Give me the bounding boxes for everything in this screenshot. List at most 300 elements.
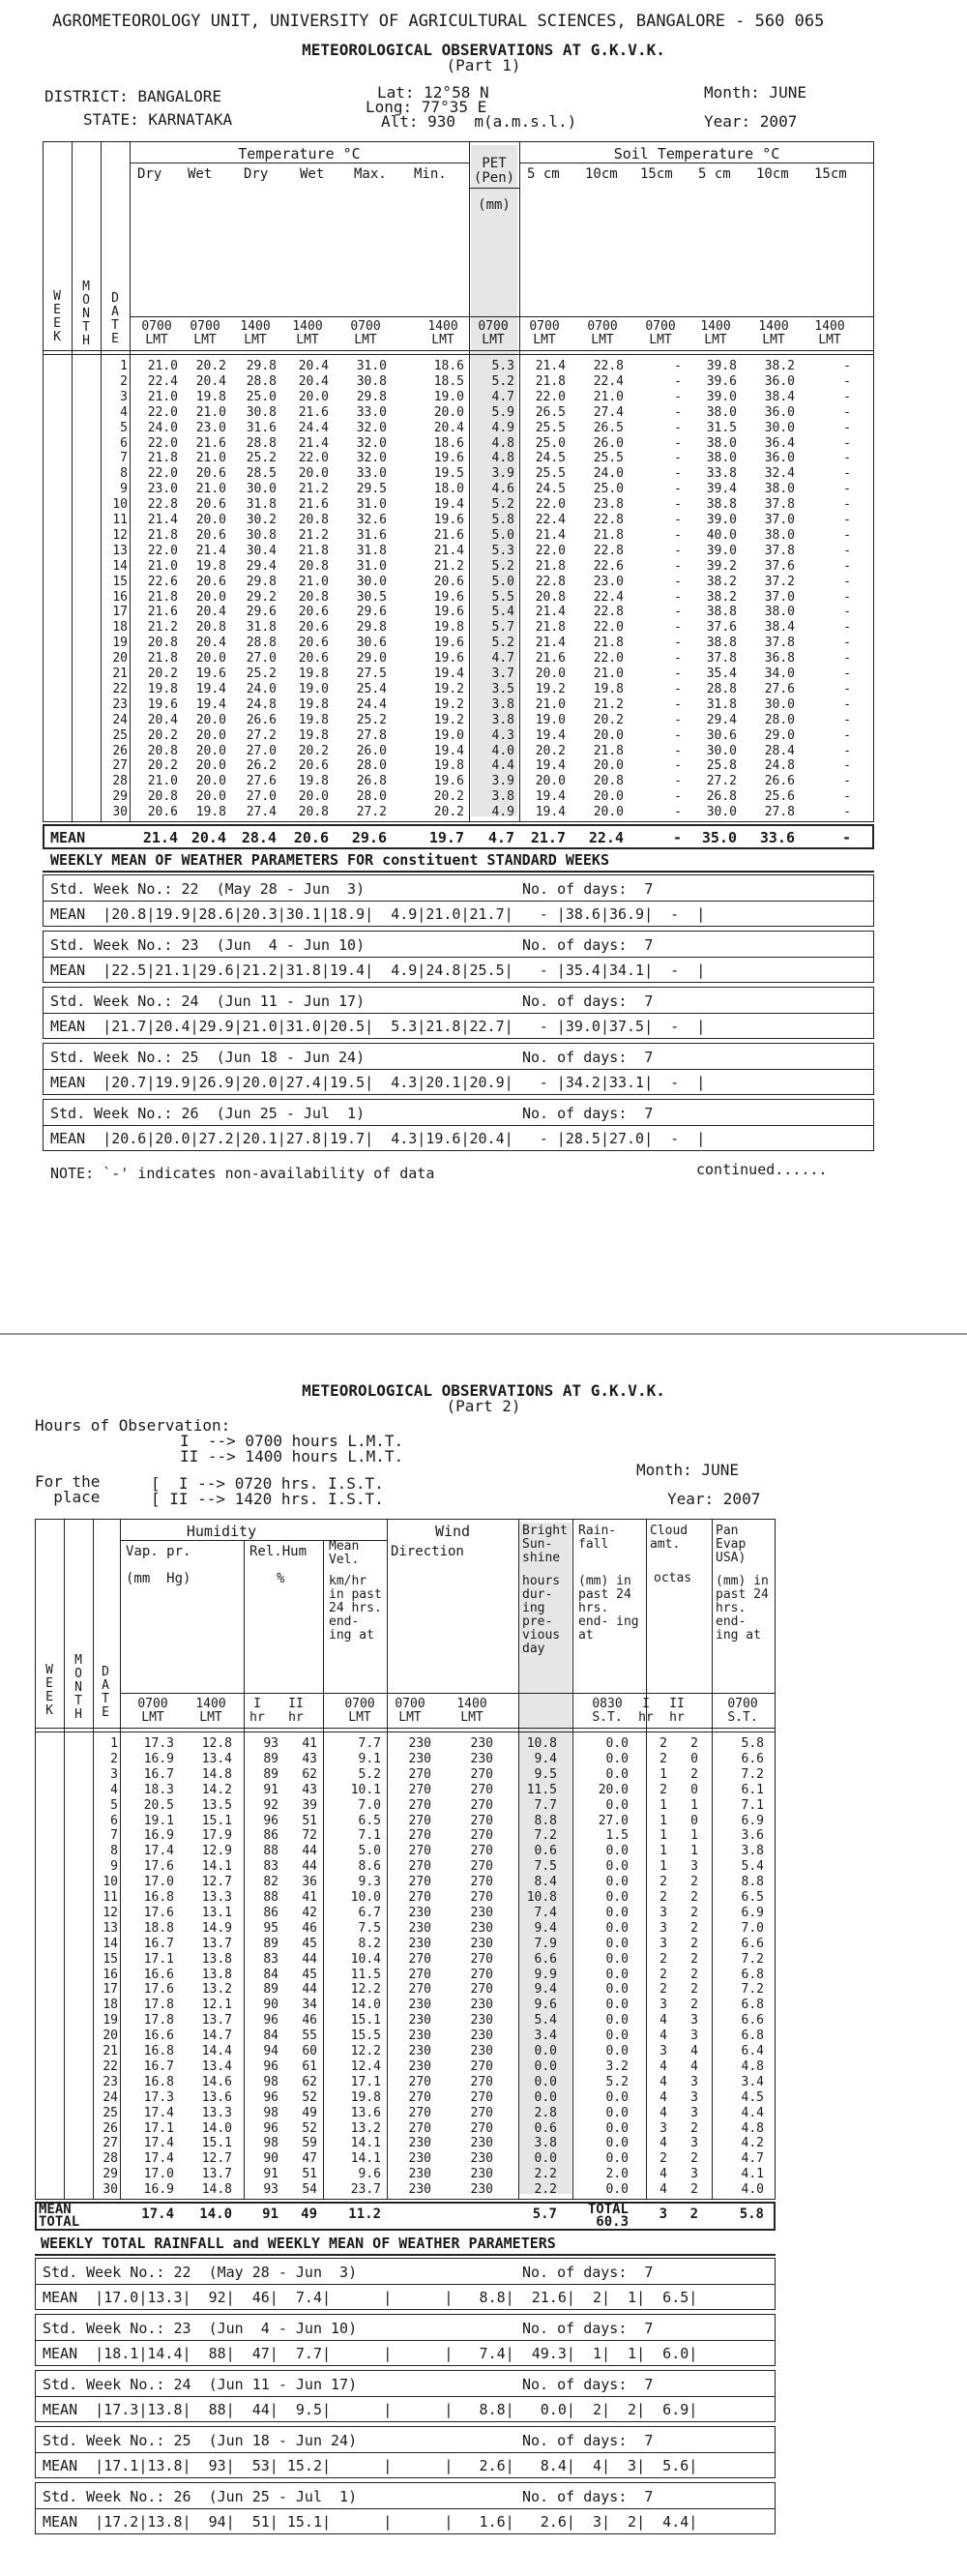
cell-sunshine: 9.4: [534, 1982, 557, 1998]
cell-dir-ii: 270: [470, 1890, 493, 1905]
time-header-soil15-0700: 0700: [645, 319, 676, 334]
cell-wet-0700: 19.4: [195, 696, 226, 712]
part2-title: METEOROLOGICAL OBSERVATIONS AT G.K.V.K.: [302, 1381, 665, 1400]
cell-sunshine: 9.5: [534, 1766, 557, 1782]
cell-soil10-0700: 24.0: [593, 466, 624, 482]
cell-date: 1: [120, 359, 128, 373]
cell-pan-evap: 6.4: [741, 2044, 764, 2058]
cell-pet: 4.6: [491, 482, 514, 497]
cell-dir-i: 230: [408, 2167, 431, 2182]
unit-header-rh-ii: hr: [288, 1710, 304, 1725]
cell-dry-0700: 20.8: [147, 743, 178, 758]
week-divider: [43, 1069, 874, 1070]
district-label: DISTRICT: BANGALORE: [44, 87, 222, 105]
cell-soil10-0700: 25.0: [593, 482, 624, 497]
cell-min: 19.0: [433, 727, 464, 743]
cell-wet-1400: 20.0: [298, 466, 329, 482]
cell-sunshine: 6.6: [534, 1951, 557, 1967]
cell-sunshine: 0.0: [534, 2089, 557, 2105]
cell-pet: 5.2: [491, 558, 514, 574]
cell-sunshine: 3.4: [534, 2028, 557, 2044]
cell-dry-0700: 21.0: [147, 774, 178, 789]
cell-date: 20: [112, 651, 128, 666]
table-row: [0, 790, 967, 803]
cell-date: 12: [112, 527, 128, 543]
cell-cloud-i: 1: [659, 1859, 667, 1875]
cell-cloud-ii: 2: [690, 1875, 698, 1890]
cell-min: 19.8: [433, 758, 464, 774]
cell-rh-i: 96: [263, 2013, 278, 2028]
cell-rh-ii: 45: [302, 1967, 317, 1982]
cell-max: 27.8: [356, 727, 387, 743]
cell-soil15-0700: -: [674, 605, 682, 620]
cell-vap-i: 17.4: [143, 1844, 174, 1859]
cell-date: 24: [103, 2089, 118, 2105]
cell-cloud-i: 2: [659, 2151, 667, 2167]
cell-vap-ii: 13.8: [201, 1951, 232, 1967]
lmt-header-soil10-0700: LMT: [591, 333, 614, 347]
cell-sunshine: 7.5: [534, 1859, 557, 1875]
cell-date: 8: [120, 466, 128, 482]
cell-date: 26: [112, 743, 128, 758]
mean-dry-1400: 28.4: [241, 829, 277, 846]
cell-soil5-0700: 19.4: [535, 805, 566, 820]
cell-dry-1400: 27.2: [246, 727, 277, 743]
cell-soil10-1400: 34.0: [764, 666, 795, 681]
cell-pet: 5.5: [491, 589, 514, 605]
cell-dir-i: 270: [408, 1967, 431, 1982]
cell-cloud-ii: 1: [690, 1797, 698, 1813]
cell-vap-ii: 15.1: [201, 1813, 232, 1828]
cell-date: 13: [112, 543, 128, 558]
mean-max: 29.6: [351, 829, 387, 846]
cell-sunshine: 8.4: [534, 1875, 557, 1890]
cell-dir-ii: 270: [470, 1766, 493, 1782]
cell-soil10-0700: 22.4: [593, 589, 624, 605]
cell-rh-i: 91: [263, 2167, 278, 2182]
cell-date: 9: [120, 482, 128, 497]
cell-soil10-0700: 22.0: [593, 620, 624, 636]
part2-year: Year: 2007: [667, 1490, 761, 1508]
cell-soil15-1400: -: [843, 666, 851, 681]
cell-date: 21: [103, 2044, 118, 2058]
cell-pan-evap: 4.4: [741, 2105, 764, 2120]
cell-wind-vel: 7.0: [358, 1797, 381, 1813]
cell-wet-1400: 21.0: [298, 574, 329, 589]
cell-rainfall: 0.0: [605, 1797, 629, 1813]
cell-dry-1400: 31.8: [246, 497, 277, 513]
part2-time-header-row: [0, 1697, 967, 1726]
cell-wet-1400: 20.4: [298, 359, 329, 373]
cell-rh-i: 96: [263, 2089, 278, 2105]
cell-rh-i: 90: [263, 1998, 278, 2013]
cell-soil10-0700: 20.0: [593, 789, 624, 805]
cell-dir-i: 230: [408, 1736, 431, 1751]
cell-rh-ii: 46: [302, 2013, 317, 2028]
pan-evaporation-header: Pan Evap USA): [716, 1524, 747, 1565]
cell-soil15-0700: -: [674, 466, 682, 482]
cell-vap-ii: 12.8: [201, 1736, 232, 1751]
lmt-header-soil15-0700: LMT: [649, 333, 672, 347]
cell-rh-ii: 44: [302, 1844, 317, 1859]
cell-dir-ii: 230: [470, 2013, 493, 2028]
cell-vap-ii: 13.7: [201, 2167, 232, 2182]
cell-rainfall: 0.0: [605, 1751, 629, 1766]
time-header-rh-ii: II: [288, 1697, 304, 1711]
table-row: [0, 2152, 967, 2165]
cell-dry-0700: 21.8: [147, 651, 178, 666]
cell-soil15-0700: -: [674, 789, 682, 805]
cell-soil10-1400: 36.4: [764, 435, 795, 451]
cell-dry-1400: 25.0: [246, 389, 277, 404]
cell-soil15-0700: -: [674, 527, 682, 543]
cell-wet-0700: 20.6: [195, 497, 226, 513]
cell-soil5-1400: 33.8: [706, 466, 737, 482]
table-row: [0, 529, 967, 542]
cell-dir-ii: 230: [470, 1936, 493, 1951]
cell-rainfall: 0.0: [605, 2044, 629, 2058]
cell-wet-0700: 21.0: [195, 404, 226, 420]
cell-soil10-1400: 25.6: [764, 789, 795, 805]
bright-sunshine-header: Bright Sun- shine: [522, 1524, 568, 1565]
time-header-dir-i: 0700: [395, 1697, 425, 1711]
cell-date: 17: [112, 605, 128, 620]
cell-rh-i: 88: [263, 1844, 278, 1859]
cell-dir-i: 270: [408, 1859, 431, 1875]
cell-dry-0700: 21.0: [147, 558, 178, 574]
cell-pan-evap: 3.8: [741, 1844, 764, 1859]
cell-soil15-1400: -: [843, 359, 851, 373]
cell-rh-ii: 34: [302, 1998, 317, 2013]
lmt-header-soil15-1400: LMT: [818, 333, 841, 347]
cell-pet: 3.8: [491, 789, 514, 805]
table-row: [0, 2168, 967, 2180]
vapour-pressure-unit: (mm Hg): [126, 1571, 191, 1586]
cell-dry-0700: 21.4: [147, 513, 178, 527]
cell-soil15-0700: -: [674, 558, 682, 574]
cell-wet-1400: 19.8: [298, 727, 329, 743]
cell-cloud-i: 3: [659, 2120, 667, 2136]
cell-min: 19.6: [433, 513, 464, 527]
cell-date: 27: [112, 758, 128, 774]
cell-soil15-0700: -: [674, 651, 682, 666]
cell-cloud-i: 1: [659, 1766, 667, 1782]
cell-rh-ii: 47: [302, 2151, 317, 2167]
cell-vap-ii: 13.6: [201, 2089, 232, 2105]
cell-rainfall: 0.0: [605, 2105, 629, 2120]
cell-date: 18: [112, 620, 128, 636]
cell-pan-evap: 7.1: [741, 1797, 764, 1813]
cell-vap-ii: 13.8: [201, 1967, 232, 1982]
cell-dry-0700: 21.0: [147, 359, 178, 373]
cell-dir-i: 270: [408, 1982, 431, 1998]
cell-sunshine: 2.2: [534, 2182, 557, 2198]
cell-cloud-ii: 3: [690, 2105, 698, 2120]
cell-soil10-0700: 21.8: [593, 636, 624, 651]
cell-vap-i: 16.7: [143, 2058, 174, 2074]
cell-date: 17: [103, 1982, 118, 1998]
cell-dry-1400: 29.8: [246, 574, 277, 589]
cell-rainfall: 0.0: [605, 2028, 629, 2044]
cell-vap-i: 16.8: [143, 2074, 174, 2089]
cell-max: 25.4: [356, 681, 387, 696]
cell-soil5-1400: 39.6: [706, 373, 737, 389]
cell-soil5-1400: 39.2: [706, 558, 737, 574]
week-label: Std. Week No.: 22 (May 28 - Jun 3): [50, 880, 366, 898]
cell-wind-vel: 10.4: [350, 1951, 381, 1967]
cell-vap-i: 16.7: [143, 1936, 174, 1951]
cell-soil5-1400: 31.8: [706, 696, 737, 712]
cell-vap-ii: 13.4: [201, 2058, 232, 2074]
cell-dir-i: 230: [408, 2182, 431, 2198]
cell-rainfall: 0.0: [605, 1982, 629, 1998]
cell-vap-i: 17.8: [143, 1998, 174, 2013]
cell-max: 30.5: [356, 589, 387, 605]
table-row: [0, 1815, 967, 1827]
cell-soil10-1400: 37.2: [764, 574, 795, 589]
cell-rh-i: 83: [263, 1951, 278, 1967]
cell-soil5-0700: 21.8: [535, 373, 566, 389]
cell-max: 27.5: [356, 666, 387, 681]
cell-dir-ii: 230: [470, 2151, 493, 2167]
week-mean-row: MEAN |17.3|13.8| 88| 44| 9.5| | | 8.8| 0.0| 2| 2| 6.9|: [43, 2401, 698, 2418]
part2-subtitle: (Part 2): [446, 1397, 521, 1415]
cell-dry-1400: 30.8: [246, 404, 277, 420]
cell-cloud-ii: 0: [690, 1751, 698, 1766]
cell-rh-i: 89: [263, 1751, 278, 1766]
cell-rh-i: 92: [263, 1797, 278, 1813]
cell-rh-i: 83: [263, 1859, 278, 1875]
cell-cloud-ii: 0: [690, 1782, 698, 1797]
week-days: No. of days: 7: [522, 992, 654, 1010]
cell-dir-ii: 270: [470, 2089, 493, 2105]
cell-rh-i: 89: [263, 1766, 278, 1782]
cell-max: 32.0: [356, 451, 387, 466]
cell-vap-ii: 14.1: [201, 1859, 232, 1875]
cell-vap-ii: 13.3: [201, 1890, 232, 1905]
cell-cloud-i: 1: [659, 1844, 667, 1859]
cell-vap-i: 17.3: [143, 1736, 174, 1751]
table-row: [0, 2122, 967, 2135]
cell-soil15-0700: -: [674, 620, 682, 636]
cell-soil10-1400: 32.4: [764, 466, 795, 482]
cell-rh-i: 84: [263, 2028, 278, 2044]
table-row: [0, 2045, 967, 2058]
part2-weekly-title: WEEKLY TOTAL RAINFALL and WEEKLY MEAN OF WEATHER PARAMETERS: [41, 2235, 556, 2252]
mean-soil15-1400: -: [841, 829, 851, 846]
cell-cloud-i: 4: [659, 2182, 667, 2198]
cell-date: 23: [103, 2074, 118, 2089]
state-label: STATE: KARNATAKA: [83, 110, 233, 129]
cell-dir-i: 270: [408, 2089, 431, 2105]
cell-soil5-0700: 21.4: [535, 359, 566, 373]
cell-max: 29.0: [356, 651, 387, 666]
cell-pet: 5.8: [491, 513, 514, 527]
cell-min: 18.6: [433, 435, 464, 451]
part2-page: [0, 1333, 967, 2576]
cell-soil15-0700: -: [674, 373, 682, 389]
cell-dry-1400: 27.0: [246, 743, 277, 758]
week-mean-row: MEAN |17.1|13.8| 93| 53| 15.2| | | 2.6| 8.4| 4| 3| 5.6|: [43, 2457, 698, 2474]
lmt-header-soil10-1400: LMT: [762, 333, 785, 347]
cell-soil10-0700: 22.0: [593, 651, 624, 666]
table-row: [0, 483, 967, 495]
cell-min: 20.0: [433, 404, 464, 420]
cell-vap-i: 16.7: [143, 1766, 174, 1782]
cell-wet-0700: 21.0: [195, 451, 226, 466]
part1-weekly-title: WEEKLY MEAN OF WEATHER PARAMETERS FOR constituent STANDARD WEEKS: [50, 851, 609, 869]
cell-soil5-1400: 39.0: [706, 513, 737, 527]
cell-soil10-0700: 21.2: [593, 696, 624, 712]
mean-pan-evap: 5.8: [739, 2206, 764, 2222]
cell-max: 28.0: [356, 789, 387, 805]
cell-dir-i: 230: [408, 1905, 431, 1920]
cell-wet-0700: 20.0: [195, 651, 226, 666]
cell-wet-1400: 21.2: [298, 527, 329, 543]
cell-dry-1400: 25.2: [246, 666, 277, 681]
cell-vap-ii: 12.7: [201, 1875, 232, 1890]
cell-soil15-1400: -: [843, 497, 851, 513]
cell-dry-0700: 19.8: [147, 681, 178, 696]
cell-wet-1400: 20.8: [298, 589, 329, 605]
week-days: No. of days: 7: [522, 2264, 654, 2281]
cell-rainfall: 27.0: [598, 1813, 629, 1828]
cell-min: 19.6: [433, 774, 464, 789]
week-divider: [35, 2284, 776, 2285]
lmt-header-max: LMT: [354, 333, 377, 347]
cell-date: 20: [103, 2028, 118, 2044]
table-row: [0, 2076, 967, 2088]
cell-wet-0700: 20.8: [195, 620, 226, 636]
cell-vap-i: 18.8: [143, 1920, 174, 1936]
cell-dir-ii: 270: [470, 1982, 493, 1998]
cell-soil5-0700: 25.5: [535, 466, 566, 482]
cell-dry-0700: 21.8: [147, 527, 178, 543]
cell-pan-evap: 6.8: [741, 1998, 764, 2013]
mean-velocity-header: Mean Vel.: [329, 1539, 360, 1567]
cell-pet: 3.9: [491, 774, 514, 789]
cell-pan-evap: 3.4: [741, 2074, 764, 2089]
cell-min: 19.6: [433, 451, 464, 466]
cell-dry-1400: 28.5: [246, 466, 277, 482]
cell-cloud-ii: 0: [690, 1813, 698, 1828]
cell-rh-i: 93: [263, 1736, 278, 1751]
cell-date: 1: [110, 1736, 118, 1751]
unit-header-vap-i: LMT: [141, 1710, 164, 1725]
cell-rh-i: 90: [263, 2151, 278, 2167]
table-row: [0, 1922, 967, 1935]
cell-wet-1400: 20.6: [298, 758, 329, 774]
week-divider: [35, 2508, 776, 2509]
cell-max: 26.8: [356, 774, 387, 789]
soil-15cm-1400-header: 15cm: [814, 166, 847, 182]
max-header: Max.: [354, 166, 387, 182]
cell-dry-1400: 26.6: [246, 712, 277, 727]
cell-wet-0700: 23.0: [195, 420, 226, 435]
week-label: Std. Week No.: 22 (May 28 - Jun 3): [43, 2264, 358, 2281]
cell-dry-0700: 22.8: [147, 497, 178, 513]
cell-sunshine: 0.0: [534, 2151, 557, 2167]
cell-rh-i: 86: [263, 1905, 278, 1920]
cell-wet-0700: 19.6: [195, 666, 226, 681]
cell-cloud-i: 3: [659, 1936, 667, 1951]
cell-soil5-0700: 24.5: [535, 451, 566, 466]
cell-rainfall: 1.5: [605, 1828, 629, 1844]
table-row: [0, 2029, 967, 2042]
cell-sunshine: 0.0: [534, 2044, 557, 2058]
cell-dry-0700: 20.4: [147, 712, 178, 727]
cell-cloud-ii: 2: [690, 1936, 698, 1951]
cell-min: 21.4: [433, 543, 464, 558]
cell-vap-i: 17.3: [143, 2089, 174, 2105]
cell-soil15-0700: -: [674, 727, 682, 743]
cell-dry-1400: 29.8: [246, 359, 277, 373]
week-mean-row: MEAN |21.7|20.4|29.9|21.0|31.0|20.5| 5.3|21.8|22.7| - |39.0|37.5| - |: [50, 1018, 706, 1035]
week-days: No. of days: 7: [522, 2320, 654, 2337]
mean-min: 19.7: [428, 829, 464, 846]
cell-soil5-0700: 22.0: [535, 389, 566, 404]
cell-rh-ii: 39: [302, 1797, 317, 1813]
cell-soil5-1400: 38.0: [706, 404, 737, 420]
cell-soil15-1400: -: [843, 636, 851, 651]
cell-cloud-ii: 2: [690, 1736, 698, 1751]
soil-5cm-1400-header: 5 cm: [698, 166, 731, 182]
cell-dry-1400: 30.2: [246, 513, 277, 527]
cell-cloud-i: 2: [659, 1782, 667, 1797]
cell-soil5-1400: 38.8: [706, 605, 737, 620]
cell-vap-ii: 13.2: [201, 1982, 232, 1998]
cell-soil5-0700: 26.5: [535, 404, 566, 420]
cell-cloud-i: 4: [659, 2058, 667, 2074]
table-row: [0, 1891, 967, 1904]
cell-dry-0700: 22.0: [147, 435, 178, 451]
cell-rainfall: 0.0: [605, 1951, 629, 1967]
cell-pet: 3.7: [491, 666, 514, 681]
cell-vap-i: 17.4: [143, 2105, 174, 2120]
cell-rh-i: 98: [263, 2074, 278, 2089]
cell-sunshine: 7.2: [534, 1828, 557, 1844]
cell-dry-0700: 22.4: [147, 373, 178, 389]
cell-sunshine: 0.6: [534, 2120, 557, 2136]
cell-rh-ii: 61: [302, 2058, 317, 2074]
cell-wind-vel: 7.1: [358, 1828, 381, 1844]
cell-soil10-0700: 22.8: [593, 605, 624, 620]
cell-date: 14: [103, 1936, 118, 1951]
cell-soil15-1400: -: [843, 743, 851, 758]
cell-dry-1400: 24.0: [246, 681, 277, 696]
cell-dir-i: 230: [408, 2028, 431, 2044]
cell-min: 19.4: [433, 743, 464, 758]
cell-wind-vel: 12.4: [350, 2058, 381, 2074]
cell-dry-0700: 20.2: [147, 727, 178, 743]
cell-rainfall: 0.0: [605, 1920, 629, 1936]
cell-vap-i: 17.4: [143, 2151, 174, 2167]
cell-rh-i: 98: [263, 2105, 278, 2120]
cell-rh-ii: 44: [302, 1859, 317, 1875]
cell-dry-1400: 27.6: [246, 774, 277, 789]
cell-dir-ii: 230: [470, 1751, 493, 1766]
cell-soil5-1400: 35.4: [706, 666, 737, 681]
cell-soil15-1400: -: [843, 805, 851, 820]
cell-cloud-i: 2: [659, 1951, 667, 1967]
cell-pan-evap: 5.4: [741, 1859, 764, 1875]
table-row: [0, 683, 967, 696]
cell-vap-i: 17.0: [143, 2167, 174, 2182]
time-header-vap-ii: 1400: [195, 1697, 226, 1711]
cell-wet-0700: 20.4: [195, 605, 226, 620]
cell-vap-ii: 14.7: [201, 2028, 232, 2044]
cell-dry-0700: 21.8: [147, 451, 178, 466]
